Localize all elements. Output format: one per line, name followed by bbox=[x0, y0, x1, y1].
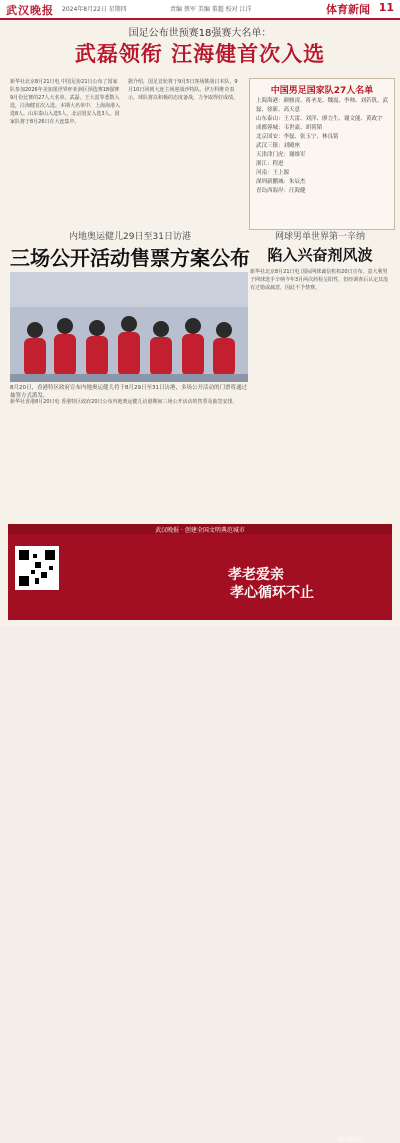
story2-body: 新华社香港8月20日电 香港特区政府20日公布内地奥运健儿访港期间三场公开活动的售票及抽签安排。 bbox=[10, 399, 238, 405]
ad-title: 孝老爱亲 bbox=[228, 567, 284, 583]
story3-kicker: 网球男单世界第一辛纳 bbox=[274, 232, 365, 242]
squad-row: 上海海港：颜骏凌、蒋圣龙、魏震、李帅、刘若钒、武磊、徐新、高天意 bbox=[256, 98, 389, 113]
squad-list bbox=[256, 97, 388, 196]
olympians-photo bbox=[10, 272, 248, 382]
squad-row: 北京国安：李磊、张玉宁、林良铭 bbox=[256, 134, 339, 140]
olympians-photo-svg bbox=[10, 272, 248, 382]
top-story-headline: 武磊领衔 汪海健首次入选 bbox=[74, 42, 326, 66]
public-service-ad bbox=[8, 524, 392, 1143]
ad-banner bbox=[8, 524, 392, 534]
editor-line: 责编 蔡军 美编 董超 校对 江洋 bbox=[170, 6, 252, 13]
story3-headline: 陷入兴奋剂风波 bbox=[267, 246, 373, 264]
issue-date: 2024年8月22日 星期四 bbox=[62, 6, 127, 13]
squad-row: 山东泰山：王大雷、刘洋、廖力生、谢文能、黄政宇 bbox=[256, 116, 383, 122]
squad-row: 河南：王上源 bbox=[256, 170, 290, 176]
ad-subtitle: 孝心循环不止 bbox=[230, 585, 314, 601]
ad-banner-text: 武汉晚报 · 创建全国文明典范城市 bbox=[155, 527, 245, 534]
top-story-column-2: 据介绍，国足首轮将于9月5日客场挑战日本队，9月10日回到大连主场迎战沙特队。伊万科维奇表示，球队将以积极的态度备战，力争取得好成绩。 bbox=[128, 79, 239, 101]
squad-row: 天津津门虎：谢维军 bbox=[256, 152, 306, 158]
story3-body: 新华社北京8月21日电 国际网球诚信机构20日宣布，意大利男子网球选手辛纳今年3月两次药检呈阳性，但经调查后认定其没有过错或疏忽，因此不予禁赛。 bbox=[250, 269, 389, 291]
squad-row: 武汉三镇：刘殿座 bbox=[256, 143, 301, 149]
squad-box bbox=[249, 78, 395, 230]
page-number: 11 bbox=[378, 1, 394, 14]
olympians-photo-caption: 8月20日，香港特区政府宣布内地奥运健儿将于8月29日至31日访港，多场公开活动的门票将通过抽签方式派发。 bbox=[10, 385, 247, 399]
story2-kicker: 内地奥运健儿29日至31日访港 bbox=[69, 232, 191, 242]
squad-row: 深圳新鹏城：朱辰杰 bbox=[256, 179, 306, 185]
top-story-kicker: 国足公布世预赛18强赛大名单： bbox=[128, 28, 272, 39]
top-story-column-1: 新华社北京8月21日电 中国足协21日公布了国家队参加2026年美加墨世界杯亚洲区预选赛18强赛9月份比赛的27人大名单，武磊、王大雷等悉数入选，汪海健首次入选。本期大名单中，上海海港入选8人，山东泰山入选5人，北京国安入选3人。国家队将于8月26日在大连集中。 bbox=[10, 79, 121, 125]
qr-code-icon bbox=[15, 546, 59, 590]
story2-headline: 三场公开活动售票方案公布 bbox=[10, 246, 250, 270]
squad-row: 青岛西海岸：汪海健 bbox=[256, 188, 306, 194]
squad-box-title: 中国男足国家队27人名单 bbox=[270, 86, 374, 96]
section-title: 体育新闻 bbox=[326, 3, 370, 16]
brand-logo: 武汉晚报 bbox=[6, 4, 54, 17]
ad-footer: 武汉晚报社 bbox=[338, 1137, 364, 1143]
squad-row: 成都蓉城：韦世豪、胡荷韬 bbox=[256, 125, 323, 131]
squad-row: 浙江：程进 bbox=[256, 161, 284, 167]
masthead bbox=[0, 0, 400, 20]
